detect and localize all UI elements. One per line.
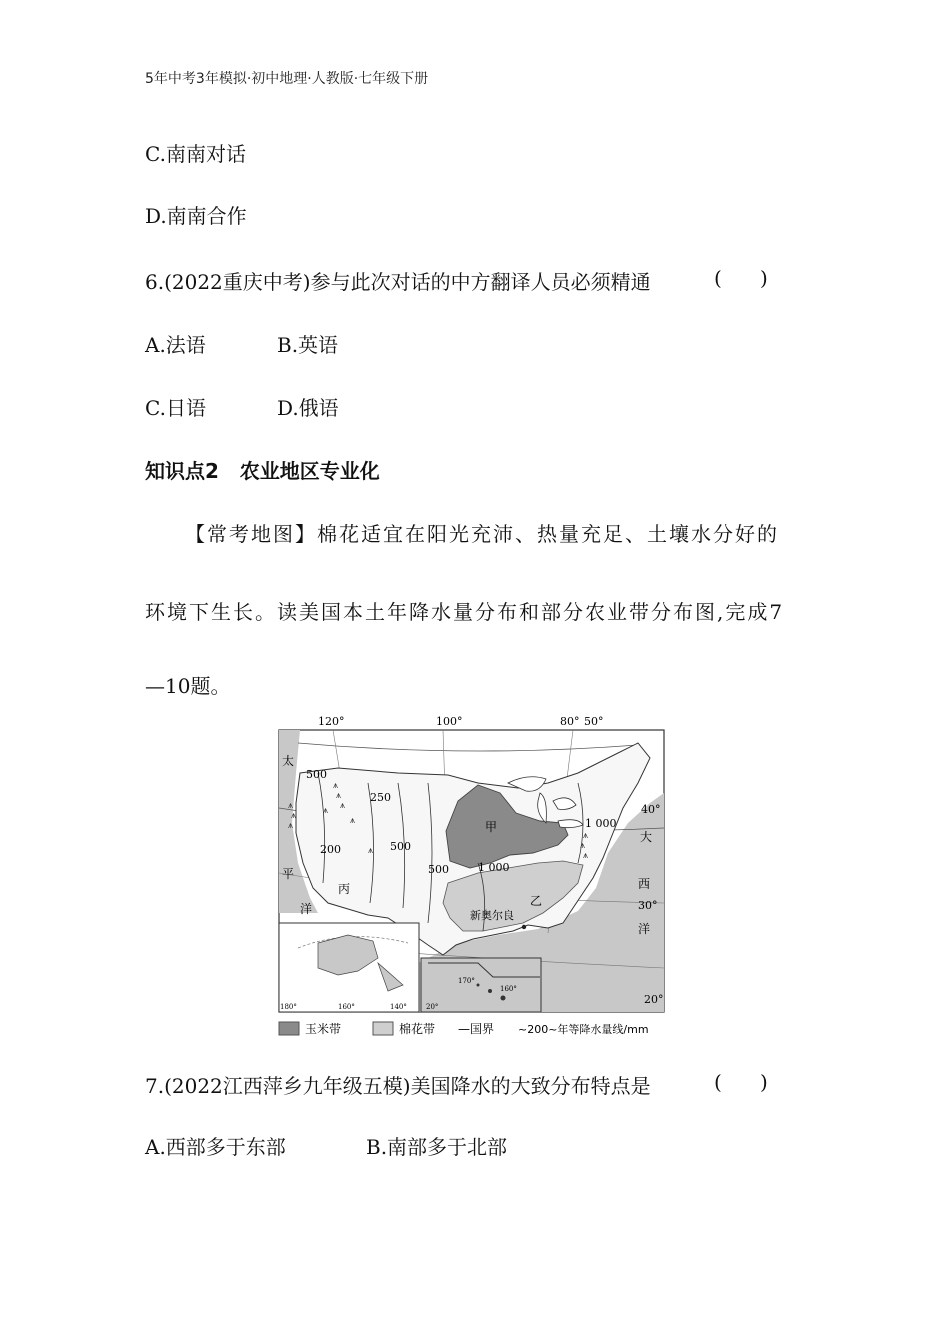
lon-120-label: 120° [318, 715, 345, 728]
legend-isohyet-label: ~200~年等降水量线/mm [518, 1023, 649, 1036]
svg-text:⩚: ⩚ [291, 811, 297, 821]
ocean-label-ping: 平 [282, 867, 295, 881]
svg-text:⩚: ⩚ [583, 851, 589, 861]
q7-stem: 7.(2022江西萍乡九年级五模)美国降水的大致分布特点是 [145, 1074, 651, 1098]
isohyet-500-west: 500 [306, 768, 327, 781]
region-yi-label: 乙 [530, 894, 543, 908]
ocean-label-xi: 西 [638, 877, 651, 891]
q6-stem: 6.(2022重庆中考)参与此次对话的中方翻译人员必须精通 [145, 270, 651, 294]
section-title: 知识点2 农业地区专业化 [145, 459, 380, 483]
svg-text:⩚: ⩚ [583, 831, 589, 841]
svg-text:⩚: ⩚ [340, 801, 346, 811]
page-header: 5年中考3年模拟·初中地理·人教版·七年级下册 [145, 71, 429, 87]
svg-text:⩚: ⩚ [368, 846, 374, 856]
inset-lat-20: 20° [426, 1003, 439, 1011]
svg-text:⩚: ⩚ [350, 816, 356, 826]
q6-option-b: B.英语 [277, 333, 339, 357]
isohyet-200: 200 [320, 843, 341, 856]
isohyet-1000-south: 1 000 [478, 861, 510, 874]
legend-cotton-label: 棉花带 [399, 1022, 436, 1036]
q6-answer-bracket: ( ) [714, 266, 768, 290]
inset-lon-160: 160° [338, 1003, 355, 1011]
isohyet-500-east: 500 [428, 863, 449, 876]
inset-lon-180: 180° [280, 1003, 297, 1011]
new-orleans-marker [522, 925, 526, 929]
legend-cotton-swatch [373, 1022, 393, 1035]
svg-text:⩚: ⩚ [323, 806, 329, 816]
svg-text:⩚: ⩚ [288, 801, 294, 811]
intro-line-1: 【常考地图】棉花适宜在阳光充沛、热量充足、土壤水分好的 [185, 522, 779, 546]
svg-text:⩚: ⩚ [333, 781, 339, 791]
q7-option-b: B.南部多于北部 [366, 1135, 508, 1159]
svg-text:⩚: ⩚ [288, 821, 294, 831]
inset-lon-160b: 160° [500, 985, 517, 993]
us-precipitation-agriculture-map [278, 713, 666, 1039]
intro-line-2: 环境下生长。读美国本土年降水量分布和部分农业带分布图,完成7 [145, 600, 785, 624]
q5-option-d: D.南南合作 [145, 204, 247, 228]
ocean-label-yang-1: 洋 [300, 902, 313, 916]
lat-30-label: 30° [638, 899, 658, 912]
legend-border-label: —国界 [458, 1022, 495, 1036]
lon-50-label: 50° [584, 715, 604, 728]
isohyet-1000-east: 1 000 [585, 817, 617, 830]
region-bing-label: 丙 [338, 882, 351, 896]
q7-answer-bracket: ( ) [714, 1070, 768, 1094]
q6-option-c: C.日语 [145, 396, 206, 420]
region-jia-label: 甲 [485, 820, 498, 834]
isohyet-250: 250 [370, 791, 391, 804]
lon-80-label: 80° [560, 715, 580, 728]
ocean-label-tai: 太 [282, 754, 295, 768]
inset-lon-170: 170° [458, 977, 475, 985]
svg-text:⩚: ⩚ [336, 791, 342, 801]
q5-option-c: C.南南对话 [145, 142, 246, 166]
inset-lon-140: 140° [390, 1003, 407, 1011]
legend-corn-label: 玉米带 [305, 1022, 342, 1036]
lat-20-label: 20° [644, 993, 664, 1006]
isohyet-500-mid: 500 [390, 840, 411, 853]
lat-40-label: 40° [641, 803, 661, 816]
new-orleans-label: 新奥尔良 [470, 909, 514, 922]
legend-corn-swatch [279, 1022, 299, 1035]
ocean-label-yang-2: 洋 [638, 922, 651, 936]
ocean-label-da: 大 [640, 830, 653, 844]
lon-100-label: 100° [436, 715, 463, 728]
svg-text:⩚: ⩚ [580, 841, 586, 851]
q6-option-d: D.俄语 [277, 396, 339, 420]
q7-option-a: A.西部多于东部 [145, 1135, 286, 1159]
intro-line-3: —10题。 [145, 674, 231, 698]
q6-option-a: A.法语 [145, 333, 206, 357]
